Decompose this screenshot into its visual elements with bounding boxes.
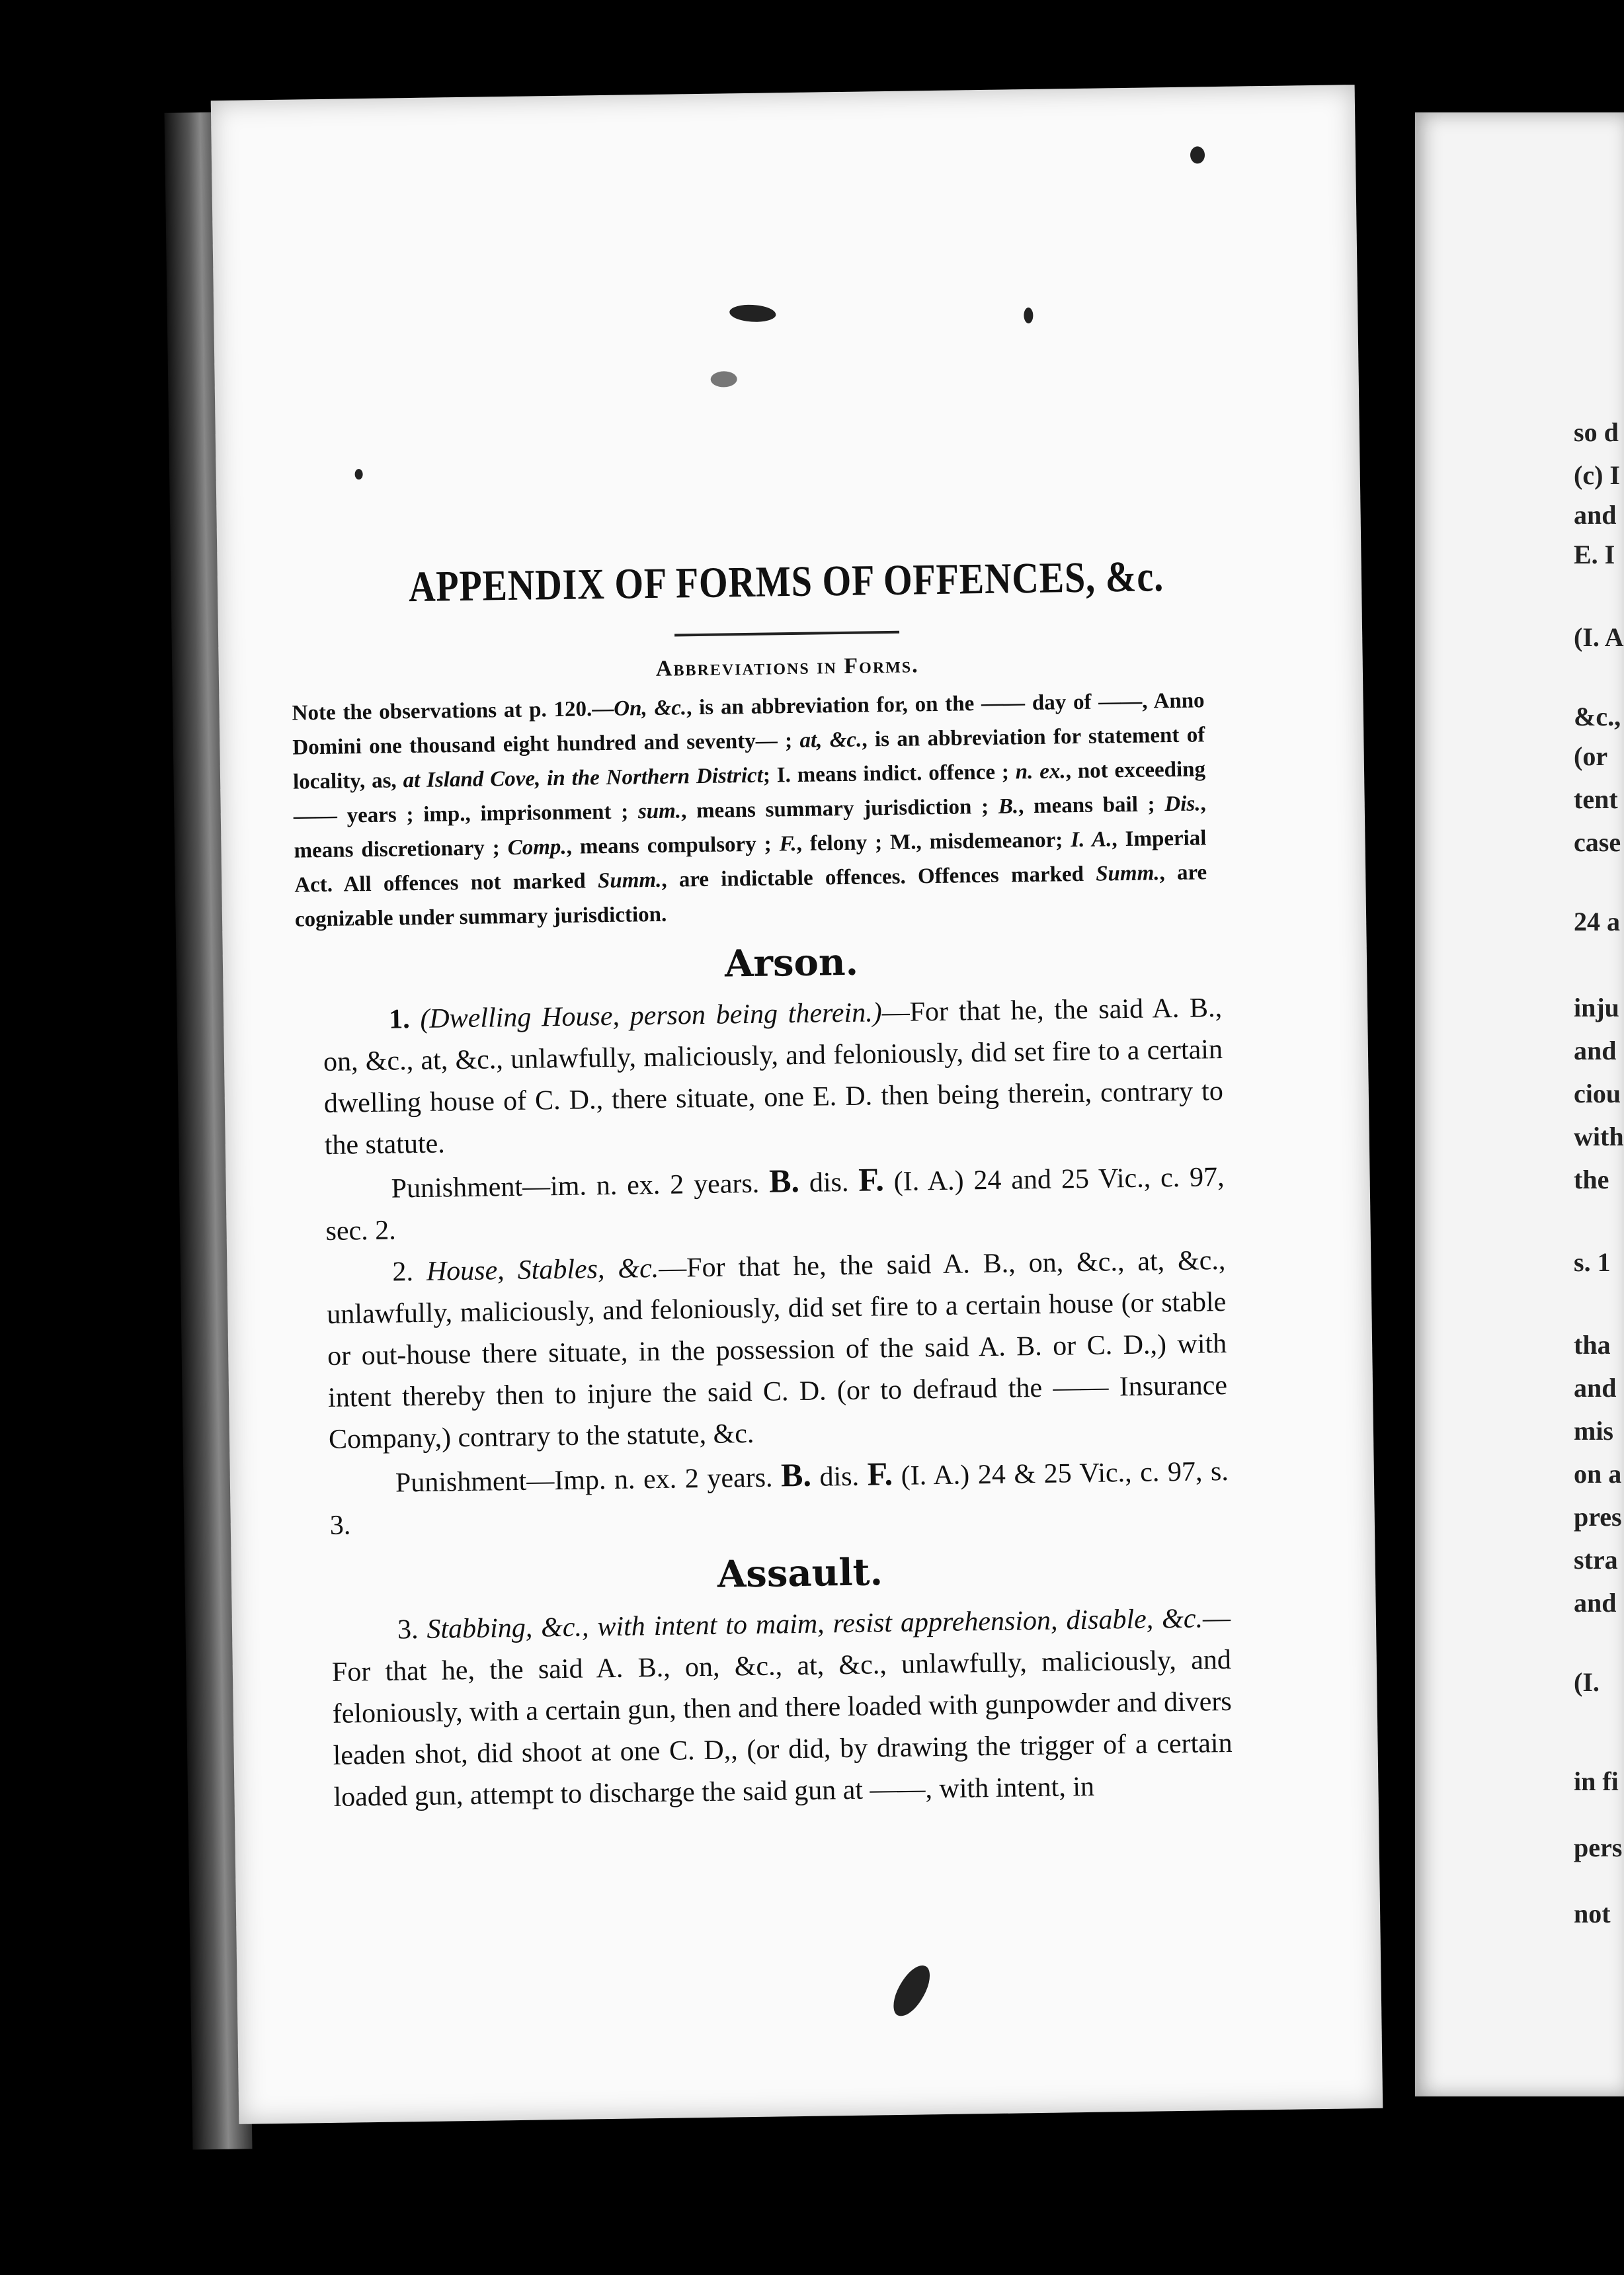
- speck: [1024, 308, 1033, 323]
- abbreviations-heading: Abbreviations in Forms.: [655, 653, 919, 681]
- right-page-fragment: with: [1574, 1122, 1624, 1151]
- section-heading-assault: Assault.: [717, 1550, 883, 1596]
- right-page-fragment: inju: [1574, 993, 1619, 1022]
- right-page-fragment: (c) I: [1574, 460, 1620, 490]
- right-page-fragment: s. 1: [1574, 1247, 1611, 1277]
- speck: [1190, 146, 1205, 163]
- note-text: , felony ; M., misdemeanor;: [796, 828, 1071, 856]
- right-page-fragment: and: [1574, 1588, 1617, 1618]
- note-text: , means summary jurisdiction ;: [680, 794, 999, 823]
- punishment-text: (I. A.) 24 and 25 Vic., c. 97, sec. 2.: [325, 1161, 1225, 1247]
- right-page-fragment: (or: [1574, 741, 1608, 771]
- right-page-fragment: pers: [1574, 1833, 1623, 1862]
- title-rule: [674, 631, 899, 637]
- right-page-fragment: not: [1574, 1899, 1611, 1928]
- entry-title: Stabbing, &c., with intent to maim, resist apprehension, disable, &c.: [426, 1603, 1203, 1645]
- note-text: On, &c.: [614, 696, 687, 721]
- right-page-fragment: the: [1574, 1165, 1609, 1194]
- note-text: Note the observations at p. 120.—: [292, 696, 614, 725]
- speck: [711, 371, 737, 388]
- entry-text: —For that he, the said A. B., on, &c., at, &c., unlawfully, maliciously, and feloniously, with a certain gun, then and there loaded with gunpowder and divers leaden shot, did shoot at one C. D,, (or did, by drawing the trigger of a certain loaded gun, attempt to discharge the said gun at ——, with intent, in: [331, 1602, 1233, 1813]
- abbreviations-note: [292, 683, 1207, 936]
- note-text: Dis.: [1164, 792, 1201, 817]
- note-text: Comp.: [507, 835, 567, 860]
- right-page-fragment: ciou: [1574, 1079, 1621, 1108]
- speck: [729, 304, 776, 322]
- section-heading-arson: Arson.: [724, 940, 859, 986]
- entry-number: 1.: [388, 1004, 410, 1035]
- note-text: , is an abbreviation for statement of locality, as,: [292, 723, 1205, 794]
- speck: [355, 469, 363, 479]
- note-text: Summ.: [1095, 861, 1160, 886]
- note-text: , means bail ;: [1018, 792, 1165, 819]
- punishment-1: [325, 1154, 1225, 1253]
- note-text: Summ.: [597, 868, 662, 893]
- punishment-text: Punishment—im. n. ex. 2 years.: [391, 1168, 760, 1204]
- punishment-2: [329, 1448, 1229, 1547]
- note-text: at Island Cove, in the Northern District: [403, 763, 764, 793]
- note-text: , means discretionary ;: [294, 792, 1206, 863]
- right-page-fragment: on a: [1574, 1459, 1622, 1489]
- right-page-fragment: and: [1574, 1373, 1617, 1403]
- entry-title: (Dwelling House, person being therein.): [420, 997, 882, 1034]
- right-page-fragment: 24 a: [1574, 907, 1620, 936]
- right-page-fragment: in fi: [1574, 1766, 1619, 1796]
- right-page-fragment: stra: [1574, 1545, 1618, 1575]
- right-page-fragment: E. I: [1574, 540, 1615, 569]
- right-page-fragment: case: [1574, 827, 1621, 857]
- right-page-fragment: tha: [1574, 1330, 1611, 1360]
- note-text: , is an abbreviation for, on the —— day of ——, Anno Domini one thousand eight hundred and seventy— ;: [292, 688, 1205, 760]
- punishment-text: dis.: [799, 1167, 859, 1198]
- punishment-text: (I. A.) 24 & 25 Vic., c. 97, s. 3.: [329, 1456, 1229, 1541]
- note-text: , are indictable offences. Offences marked: [661, 862, 1096, 892]
- right-page-fragment: (I.: [1574, 1667, 1600, 1697]
- note-text: F.: [779, 831, 797, 856]
- entry-2: [326, 1240, 1228, 1461]
- note-text: , means compulsory ;: [566, 832, 780, 859]
- right-page-fragment: and: [1574, 1036, 1617, 1065]
- felony-marker: F.: [867, 1455, 893, 1493]
- right-page-fragment: so d: [1574, 417, 1619, 447]
- right-page-fragment: mis: [1574, 1416, 1613, 1446]
- right-page-fragment: (I. A: [1574, 622, 1624, 652]
- note-text: B.: [998, 794, 1019, 819]
- note-text: , are cognizable under summary jurisdiction.: [294, 860, 1207, 932]
- entry-number: 3.: [397, 1614, 419, 1645]
- page-content: [292, 549, 1272, 1819]
- felony-marker: F.: [858, 1161, 885, 1198]
- right-page-fragment: pres: [1574, 1502, 1622, 1532]
- note-text: sum.: [637, 799, 682, 824]
- right-page-fragment: tent: [1574, 784, 1618, 814]
- left-page: [211, 85, 1383, 2124]
- note-text: I. A.: [1071, 827, 1112, 852]
- entry-text: —For that he, the said A. B., on, &c., at, &c., unlawfully, maliciously, and feloniously, did set fire to a certain house (or stable or out-house there situate, in the possession of the said A. B. or C. D.,) with intent thereby then to injure the said C. D. (or to defraud the —— Insurance Company,) contrary to the statute, &c.: [327, 1245, 1228, 1455]
- bail-marker: B.: [768, 1161, 800, 1200]
- entry-title: House, Stables, &c.: [426, 1253, 659, 1287]
- punishment-text: dis.: [811, 1461, 868, 1493]
- bail-marker: B.: [780, 1456, 812, 1494]
- entry-1: [323, 987, 1224, 1167]
- punishment-text: Punishment—Imp. n. ex. 2 years.: [395, 1462, 773, 1499]
- right-page-fragment: and: [1574, 500, 1617, 530]
- note-text: at, &c.: [799, 727, 862, 753]
- note-text: ; I. means indict. offence ;: [762, 760, 1016, 788]
- note-text: , Imperial Act. All offences not marked: [294, 826, 1207, 897]
- note-text: , not exceeding —— years ; imp., imprisonment ;: [293, 757, 1206, 829]
- right-page-fragment: &c.,: [1574, 702, 1621, 731]
- note-text: n. ex.: [1015, 759, 1066, 784]
- entry-number: 2.: [392, 1257, 414, 1288]
- entry-text: —For that he, the said A. B., on, &c., at, &c., unlawfully, maliciously, and feloniously, did set fire to a certain dwelling house of C. D., there situate, one E. D. then being therein, contrary to the statute.: [323, 993, 1224, 1161]
- speck: [888, 1960, 935, 2022]
- entry-3: [331, 1598, 1233, 1819]
- page-title: APPENDIX OF FORMS OF OFFENCES, &c.: [408, 552, 1164, 612]
